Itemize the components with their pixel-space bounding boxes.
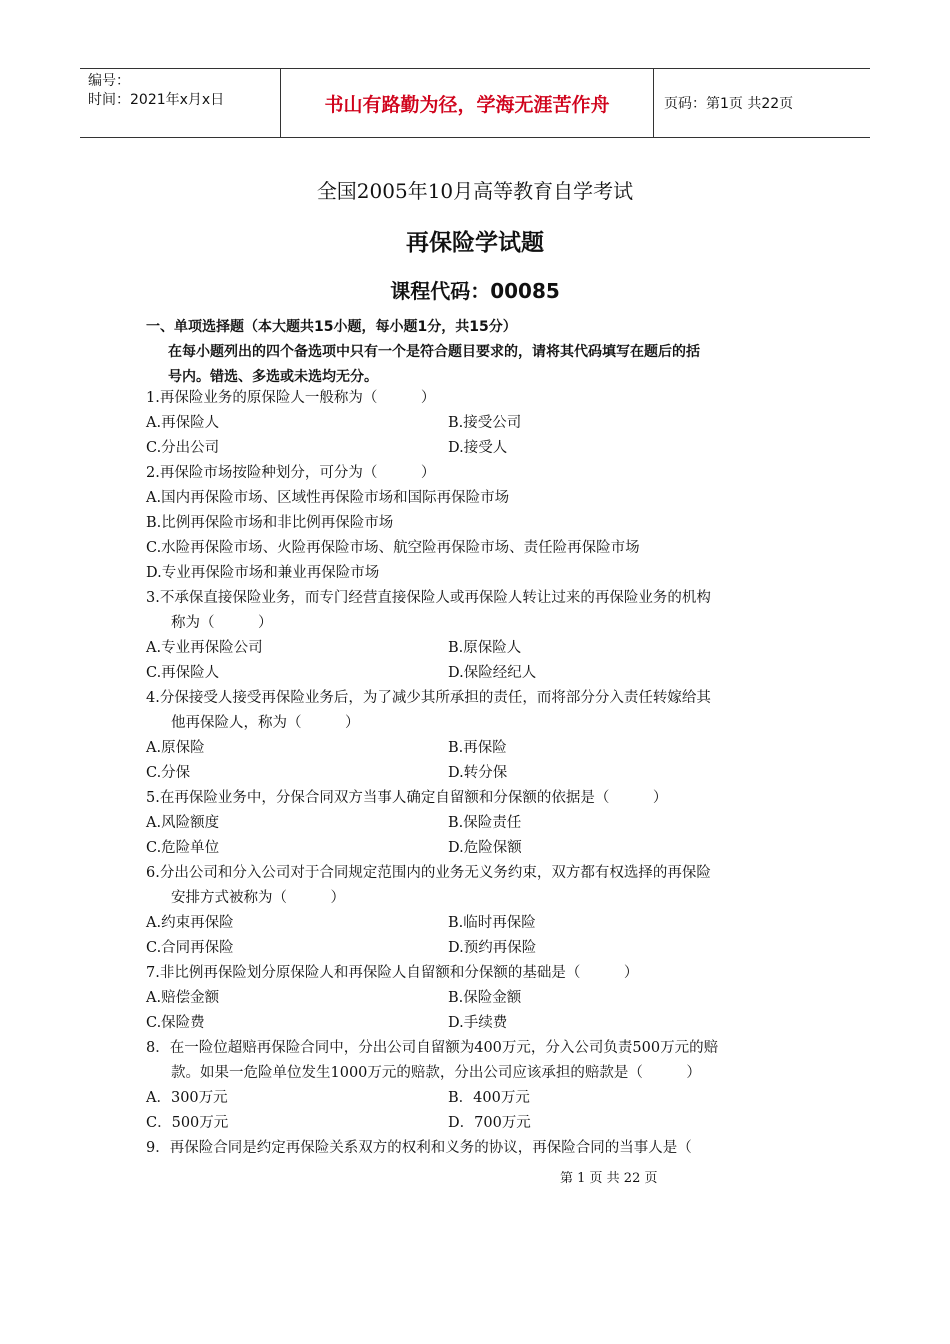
section-instructions: [168, 340, 808, 390]
option-a: A.约束再保险: [146, 915, 234, 931]
question-list: [146, 386, 811, 1161]
option-d: D.专业再保险市场和兼业再保险市场: [146, 565, 380, 581]
question-stem: 3.不承保直接保险业务，而专门经营直接保险人或再保险人转让过来的再保险业务的机构: [146, 590, 711, 606]
option-d: D.转分保: [448, 765, 508, 781]
option-d: D.接受人: [448, 440, 508, 456]
option-c: C．500万元: [146, 1115, 229, 1131]
question-4: [146, 686, 811, 786]
option-c: C.分出公司: [146, 440, 220, 456]
date-label: 时间：2021年x月x日: [88, 92, 225, 108]
option-c: C.合同再保险: [146, 940, 234, 956]
option-c: C.分保: [146, 765, 191, 781]
option-a: A.赔偿金额: [146, 990, 220, 1006]
option-a: A.风险额度: [146, 815, 220, 831]
options: [146, 636, 811, 686]
question-stem: 7.非比例再保险划分原保险人和再保险人自留额和分保额的基础是（ ）: [146, 965, 639, 981]
option-b: B.保险责任: [448, 815, 522, 831]
question-9: [146, 1136, 811, 1161]
option-a: A.国内再保险市场、区域性再保险市场和国际再保险市场: [146, 490, 510, 506]
options: [146, 811, 811, 861]
option-c: C.再保险人: [146, 665, 220, 681]
question-stem: 8．在一险位超赔再保险合同中，分出公司自留额为400万元，分入公司负责500万元的赔: [146, 1040, 719, 1056]
option-c: C.保险费: [146, 1015, 205, 1031]
question-stem-continued: 款。如果一危险单位发生1000万元的赔款，分出公司应该承担的赔款是（ ）: [171, 1065, 701, 1081]
question-stem-continued: 称为（ ）: [171, 615, 273, 631]
option-d: D．700万元: [448, 1115, 531, 1131]
question-8: [146, 1036, 811, 1136]
option-b: B.再保险: [448, 740, 507, 756]
question-stem: 9．再保险合同是约定再保险关系双方的权利和义务的协议，再保险合同的当事人是（: [146, 1140, 692, 1156]
option-a: A．300万元: [146, 1090, 228, 1106]
options: [146, 411, 811, 461]
options: [146, 736, 811, 786]
question-stem: 6.分出公司和分入公司对于合同规定范围内的业务无义务约束，双方都有权选择的再保险: [146, 865, 711, 881]
question-stem-continued: 他再保险人，称为（ ）: [171, 715, 360, 731]
instruction-line-1: 在每小题列出的四个备选项中只有一个是符合题目要求的，请将其代码填写在题后的括: [168, 344, 700, 360]
option-b: B.原保险人: [448, 640, 522, 656]
option-a: A.专业再保险公司: [146, 640, 263, 656]
instruction-line-2: 号内。错选、多选或未选均无分。: [168, 369, 378, 385]
question-stem-continued: 安排方式被称为（ ）: [171, 890, 345, 906]
option-b: B．400万元: [448, 1090, 530, 1106]
header-page-info: 页码：第1页 共22页: [664, 96, 794, 112]
option-c: C.水险再保险市场、火险再保险市场、航空险再保险市场、责任险再保险市场: [146, 540, 640, 556]
course-code: 课程代码：00085: [390, 279, 560, 303]
option-d: D.危险保额: [448, 840, 522, 856]
section-heading: 一、单项选择题（本大题共15小题，每小题1分，共15分）: [146, 319, 517, 335]
option-a: A.原保险: [146, 740, 205, 756]
option-a: A.再保险人: [146, 415, 220, 431]
question-stem: 4.分保接受人接受再保险业务后，为了减少其所承担的责任，而将部分分入责任转嫁给其: [146, 690, 711, 706]
exam-title: 全国2005年10月高等教育自学考试: [316, 179, 634, 203]
question-stem: 1.再保险业务的原保险人一般称为（ ）: [146, 390, 436, 406]
option-d: D.手续费: [448, 1015, 508, 1031]
option-d: D.保险经纪人: [448, 665, 537, 681]
options: [146, 1086, 811, 1136]
option-c: C.危险单位: [146, 840, 220, 856]
question-stem: 5.在再保险业务中，分保合同双方当事人确定自留额和分保额的依据是（ ）: [146, 790, 668, 806]
question-1: [146, 386, 811, 461]
options: [146, 986, 811, 1036]
document-header: [80, 68, 870, 138]
options: [146, 911, 811, 961]
option-b: B.比例再保险市场和非比例再保险市场: [146, 515, 394, 531]
header-motto: 书山有路勤为径，学海无涯苦作舟: [281, 69, 654, 137]
option-b: B.临时再保险: [448, 915, 536, 931]
question-3: [146, 586, 811, 686]
question-6: [146, 861, 811, 961]
option-b: B.接受公司: [448, 415, 522, 431]
subject-title: 再保险学试题: [406, 230, 544, 256]
question-5: [146, 786, 811, 861]
question-2: [146, 461, 811, 586]
number-label: 编号：: [88, 73, 130, 89]
question-stem: 2.再保险市场按险种划分，可分为（ ）: [146, 465, 436, 481]
question-7: [146, 961, 811, 1036]
option-b: B.保险金额: [448, 990, 522, 1006]
page-footer: 第 1 页 共 22 页: [560, 1171, 658, 1186]
option-d: D.预约再保险: [448, 940, 537, 956]
header-meta: [80, 69, 281, 137]
